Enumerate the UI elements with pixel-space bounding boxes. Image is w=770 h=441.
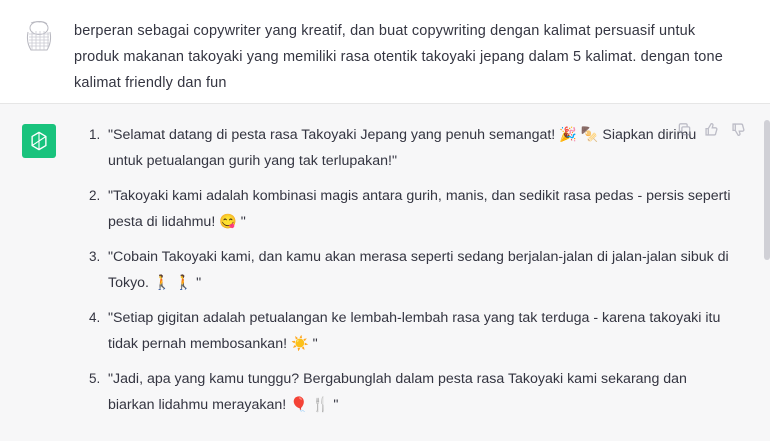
assistant-message bbox=[0, 104, 770, 441]
assistant-message-body bbox=[74, 122, 748, 427]
assistant-answer-list bbox=[74, 122, 734, 418]
thumbs-up-icon[interactable] bbox=[704, 122, 719, 137]
user-avatar-sketch bbox=[22, 20, 56, 54]
user-message-body bbox=[74, 18, 748, 89]
copy-icon[interactable] bbox=[677, 122, 692, 137]
scrollbar-thumb[interactable] bbox=[764, 120, 770, 260]
chatgpt-logo-icon bbox=[22, 124, 56, 158]
list-item: 3. "Cobain Takoyaki kami, dan kamu akan merasa seperti sedang berjalan-jalan di jalan-jalan sibuk di Tokyo. 🚶 🚶 " bbox=[104, 244, 734, 296]
assistant-avatar-wrap bbox=[22, 122, 74, 427]
message-actions bbox=[677, 122, 746, 137]
list-item: 5. "Jadi, apa yang kamu tunggu? Bergabunglah dalam pesta rasa Takoyaki kami sekarang dan biarkan lidahmu merayakan! 🎈 🍴 " bbox=[104, 366, 734, 418]
scrollbar-track[interactable] bbox=[764, 0, 770, 415]
user-message-text: berperan sebagai copywriter yang kreatif, dan buat copywriting dengan kalimat persuasif untuk produk makanan takoyaki yang memiliki rasa otentik takoyaki jepang dalam 5 kalimat. dengan tone kalimat friendly dan fun bbox=[74, 23, 723, 91]
list-item: 1. "Selamat datang di pesta rasa Takoyaki Jepang yang penuh semangat! 🎉 🍢 Siapkan dirimu untuk petualangan gurih yang tak terlupakan!" bbox=[104, 122, 734, 174]
list-item: 2. "Takoyaki kami adalah kombinasi magis antara gurih, manis, dan sedikit rasa pedas - persis seperti pesta di lidahmu! 😋 " bbox=[104, 183, 734, 235]
user-message bbox=[0, 0, 770, 104]
thumbs-down-icon[interactable] bbox=[731, 122, 746, 137]
user-avatar-wrap bbox=[22, 18, 74, 89]
list-item: 4. "Setiap gigitan adalah petualangan ke lembah-lembah rasa yang tak terduga - karena takoyaki itu tidak pernah membosankan! ☀️ " bbox=[104, 305, 734, 357]
